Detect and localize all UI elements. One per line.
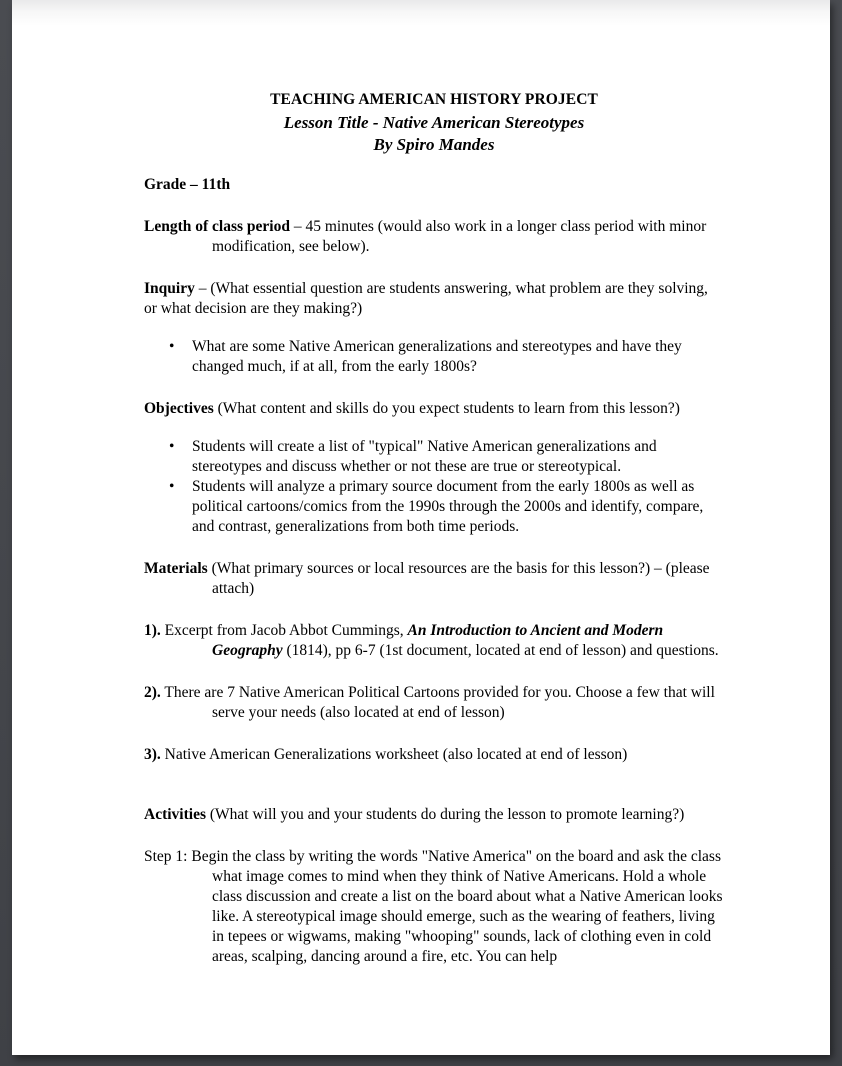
step-label: Step 1: bbox=[144, 847, 188, 865]
materials-item-text-before: There are 7 Native American Political Cartoons provided for you. Choose a few that will serve your needs (also located at end of lesson) bbox=[160, 683, 715, 721]
materials-text: (What primary sources or local resources are the basis for this lesson?) – (please attach) bbox=[207, 559, 710, 597]
list-item bbox=[144, 477, 724, 537]
bullet-icon: • bbox=[169, 437, 175, 455]
materials-item-number: 2). bbox=[144, 683, 161, 701]
author-byline: By Spiro Mandes bbox=[373, 134, 495, 154]
materials-item-3 bbox=[144, 745, 724, 765]
document-page bbox=[12, 0, 830, 1055]
activities-label: Activities bbox=[144, 805, 206, 823]
list-item bbox=[144, 437, 724, 477]
materials-section bbox=[144, 559, 724, 599]
grade-line bbox=[144, 175, 724, 195]
activities-section bbox=[144, 805, 724, 825]
list-item-text: Students will analyze a primary source document from the early 1800s as well as political cartoons/comics from the 1990s through the 2000s and identify, compare, and contrast, generalizations from both time periods. bbox=[192, 477, 704, 535]
project-title: TEACHING AMERICAN HISTORY PROJECT bbox=[270, 91, 598, 108]
materials-item-source-title: An Introduction to Ancient and Modern Geography bbox=[212, 621, 664, 659]
materials-item-text-after: (1814), pp 6-7 (1st document, located at end of lesson) and questions. bbox=[282, 641, 719, 659]
bullet-icon: • bbox=[169, 477, 175, 495]
materials-item-2 bbox=[144, 683, 724, 723]
materials-label: Materials bbox=[144, 559, 208, 577]
step-text: Begin the class by writing the words "Native America" on the board and ask the class what image comes to mind when they think of Native Americans. Hold a whole class discussion and create a list on the board about what a Native American looks like. A stereotypical image should emerge, such as the wearing of feathers, living in tepees or wigwams, making "whooping" sounds, lack of clothing even in cold areas, scalping, dancing around a fire, etc. You can help bbox=[187, 847, 723, 965]
objectives-bullet-list bbox=[144, 437, 724, 537]
objectives-label: Objectives bbox=[144, 399, 214, 417]
materials-item-1 bbox=[144, 621, 724, 661]
grade-text: Grade – 11th bbox=[144, 175, 231, 193]
materials-item-number: 1). bbox=[144, 621, 161, 639]
inquiry-text: – (What essential question are students answering, what problem are they solving, or what decision are they making?) bbox=[144, 279, 708, 317]
objectives-text: (What content and skills do you expect students to learn from this lesson?) bbox=[213, 399, 680, 417]
document-content bbox=[144, 0, 724, 967]
length-of-class-period bbox=[144, 217, 724, 257]
materials-item-text-before: Excerpt from Jacob Abbot Cummings, bbox=[160, 621, 408, 639]
lesson-title: Lesson Title - Native American Stereotypes bbox=[283, 112, 585, 132]
document-title-block bbox=[144, 92, 724, 153]
list-item-text: What are some Native American generalizations and stereotypes and have they changed much, if at all, from the early 1800s? bbox=[192, 337, 682, 375]
length-text: – 45 minutes (would also work in a longer class period with minor modification, see below). bbox=[212, 217, 707, 255]
activities-step-1 bbox=[144, 847, 724, 967]
activities-text: (What will you and your students do during the lesson to promote learning?) bbox=[205, 805, 685, 823]
bullet-icon: • bbox=[169, 337, 175, 355]
objectives-section bbox=[144, 399, 724, 419]
list-item-text: Students will create a list of "typical" Native American generalizations and stereotypes and discuss whether or not these are true or stereotypical. bbox=[192, 437, 657, 475]
inquiry-section bbox=[144, 279, 724, 319]
inquiry-bullet-list bbox=[144, 337, 724, 377]
materials-item-text-before: Native American Generalizations worksheet (also located at end of lesson) bbox=[160, 745, 628, 763]
length-label: Length of class period bbox=[144, 217, 290, 235]
materials-item-number: 3). bbox=[144, 745, 161, 763]
inquiry-label: Inquiry bbox=[144, 279, 195, 297]
list-item bbox=[144, 337, 724, 377]
